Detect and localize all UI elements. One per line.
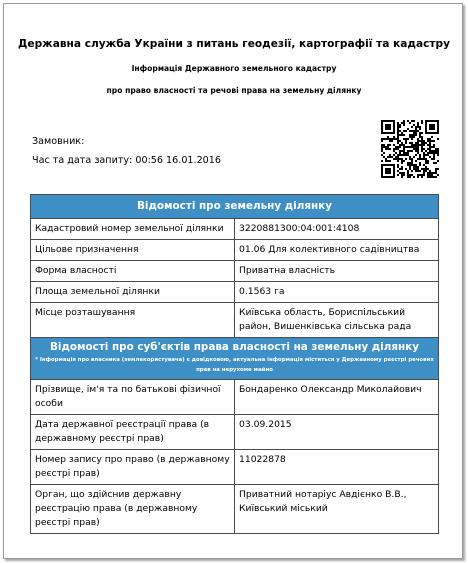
document-subtitle: Інформація Державного земельного кадастру <box>131 64 337 73</box>
row-label: Прізвище, ім'я та по батькові фізичної особи <box>31 380 235 415</box>
row-value: 3220881300:04:001:4108 <box>235 219 439 240</box>
row-label: Кадастровий номер земельної ділянки <box>31 219 235 240</box>
registry-table <box>30 194 439 534</box>
table-row <box>31 415 439 450</box>
row-value: 11022878 <box>235 450 439 485</box>
section-title: Відомості про суб'єктів права власності на земельну ділянку <box>49 341 420 353</box>
customer-label: Замовник: <box>32 136 85 147</box>
document-subtitle-2: про право власності та речові права на земельну ділянку <box>106 86 362 95</box>
section-header-land-plot <box>31 195 439 219</box>
section-header-owners <box>31 338 439 380</box>
table-row <box>31 261 439 282</box>
row-label: Форма власності <box>31 261 235 282</box>
section-title: Відомості про земельну ділянку <box>31 195 439 219</box>
row-value: Приватний нотаріус Авдієнко В.В., Київський міський <box>235 485 439 534</box>
row-label: Орган, що здійснив державну реєстрацію права (в державному реєстрі прав) <box>31 485 235 534</box>
row-value: Київська область, Бориспільський район, Вишенківська сільська рада <box>235 303 439 338</box>
row-value: 01.06 Для колективного садівництва <box>235 240 439 261</box>
row-value: Приватна власність <box>235 261 439 282</box>
document-title: Державна служба України з питань геодезії, картографії та кадастру <box>17 38 451 50</box>
table-row <box>31 282 439 303</box>
row-label: Площа земельної ділянки <box>31 282 235 303</box>
row-label: Дата державної реєстрації права (в державному реєстрі прав) <box>31 415 235 450</box>
row-value: Бондаренко Олександр Миколайович <box>235 380 439 415</box>
table-row <box>31 380 439 415</box>
table-row <box>31 450 439 485</box>
request-time: Час та дата запиту: 00:56 16.01.2016 <box>32 155 221 166</box>
table-row <box>31 485 439 534</box>
table-row <box>31 240 439 261</box>
row-label: Номер запису про право (в державному реєстрі прав) <box>31 450 235 485</box>
qr-code-icon <box>381 120 439 178</box>
row-value: 0.1563 га <box>235 282 439 303</box>
table-row <box>31 219 439 240</box>
row-value: 03.09.2015 <box>235 415 439 450</box>
row-label: Місце розташування <box>31 303 235 338</box>
row-label: Цільове призначення <box>31 240 235 261</box>
table-row <box>31 303 439 338</box>
section-note: * Інформація про власника (землекористувача) є довідковою, актуальна інформація міститься у Державному реєстрі речових прав на нерухоме майно <box>35 357 434 373</box>
